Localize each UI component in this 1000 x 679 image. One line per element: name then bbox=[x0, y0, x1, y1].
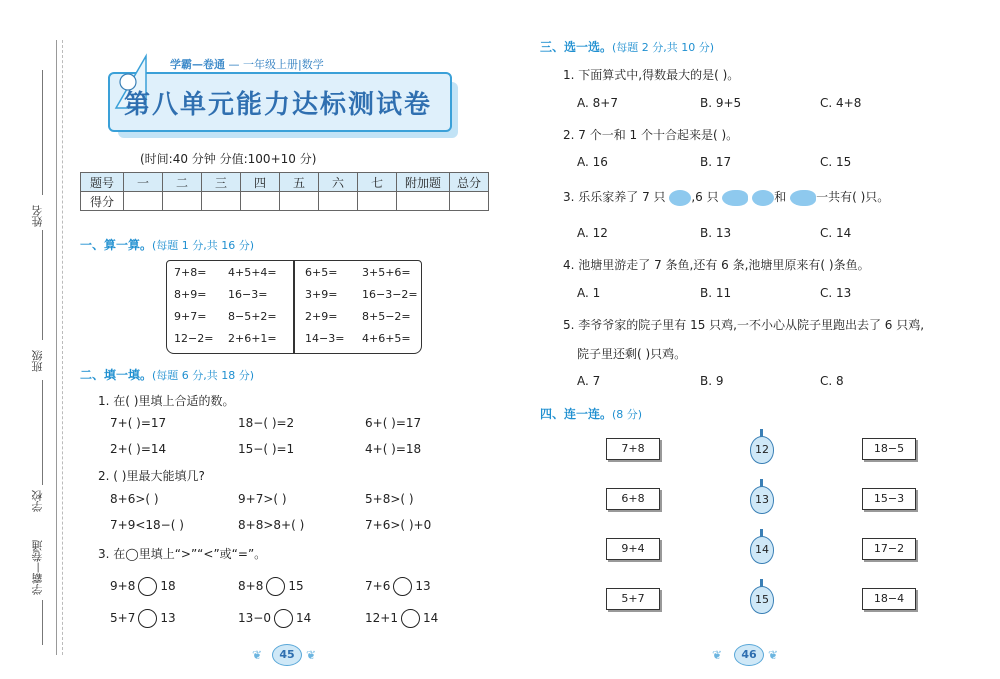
leaf-decoration-icon: ❦ bbox=[712, 648, 723, 662]
brand-line bbox=[42, 600, 43, 645]
header-brand: 学霸—卷通 — 一年级上册|数学 bbox=[170, 58, 324, 71]
calc-item[interactable]: 14−3= bbox=[305, 332, 345, 345]
brand-vertical: 学霸—卷通 bbox=[31, 540, 44, 595]
sec3-q5-option-a[interactable]: A. 7 bbox=[577, 374, 601, 388]
score-row-label: 得分 bbox=[81, 192, 124, 211]
match-right-card[interactable]: 17−2 bbox=[862, 538, 916, 560]
sec3-q1-option-c[interactable]: C. 4+8 bbox=[820, 96, 862, 110]
fill-blank-item[interactable]: 6+( )=17 bbox=[365, 416, 422, 430]
match-right-card[interactable]: 15−3 bbox=[862, 488, 916, 510]
score-header: 二 bbox=[163, 173, 202, 192]
match-pear[interactable]: 13 bbox=[750, 486, 774, 514]
sec2-q1: 1. 在( )里填上合适的数。 bbox=[98, 394, 235, 408]
match-left-card[interactable]: 5+7 bbox=[606, 588, 660, 610]
calc-item[interactable]: 2+9= bbox=[305, 310, 338, 323]
sec3-q2: 2. 7 个一和 1 个十合起来是( )。 bbox=[563, 128, 739, 142]
calc-item[interactable]: 2+6+1= bbox=[228, 332, 277, 345]
calc-item[interactable]: 8+5−2= bbox=[362, 310, 411, 323]
score-header: 总分 bbox=[450, 173, 489, 192]
chick-icon bbox=[752, 190, 774, 206]
fish-icon bbox=[722, 190, 748, 206]
name-line-2 bbox=[42, 230, 43, 340]
class-line bbox=[42, 380, 43, 485]
calc-item[interactable]: 3+9= bbox=[305, 288, 338, 301]
match-left-card[interactable]: 7+8 bbox=[606, 438, 660, 460]
score-cell[interactable] bbox=[358, 192, 397, 211]
score-header: 四 bbox=[241, 173, 280, 192]
fish-icon bbox=[790, 190, 816, 206]
calc-item[interactable]: 8−5+2= bbox=[228, 310, 277, 323]
match-pear[interactable]: 15 bbox=[750, 586, 774, 614]
sec3-q2-option-b[interactable]: B. 17 bbox=[700, 155, 732, 169]
score-header: 一 bbox=[124, 173, 163, 192]
calc-item[interactable]: 7+8= bbox=[174, 266, 207, 279]
fill-max-item[interactable]: 7+9<18−( ) bbox=[110, 518, 184, 532]
compare-item[interactable] bbox=[365, 577, 431, 596]
leaf-decoration-icon: ❦ bbox=[252, 648, 263, 662]
compare-left: 12+1 bbox=[365, 611, 398, 625]
calc-item[interactable]: 8+9= bbox=[174, 288, 207, 301]
fill-max-item[interactable]: 8+6>( ) bbox=[110, 492, 159, 506]
compare-right: 13 bbox=[160, 611, 176, 625]
sec3-q1-option-b[interactable]: B. 9+5 bbox=[700, 96, 742, 110]
fill-blank-item[interactable]: 4+( )=18 bbox=[365, 442, 422, 456]
score-header: 七 bbox=[358, 173, 397, 192]
compare-right: 18 bbox=[160, 579, 176, 593]
sec2-q2: 2. ( )里最大能填几? bbox=[98, 469, 205, 483]
sec3-q2-option-c[interactable]: C. 15 bbox=[820, 155, 852, 169]
calc-item[interactable]: 4+6+5= bbox=[362, 332, 411, 345]
score-cell[interactable] bbox=[280, 192, 319, 211]
compare-circle[interactable] bbox=[138, 577, 157, 596]
score-cell[interactable] bbox=[163, 192, 202, 211]
calc-item[interactable]: 12−2= bbox=[174, 332, 214, 345]
compare-circle[interactable] bbox=[266, 577, 285, 596]
compare-right: 15 bbox=[288, 579, 304, 593]
time-info: (时间:40 分钟 分值:100+10 分) bbox=[140, 152, 317, 166]
compare-circle[interactable] bbox=[401, 609, 420, 628]
sec3-q5-option-b[interactable]: B. 9 bbox=[700, 374, 724, 388]
sec3-q5-option-c[interactable]: C. 8 bbox=[820, 374, 844, 388]
match-left-card[interactable]: 6+8 bbox=[606, 488, 660, 510]
score-header: 三 bbox=[202, 173, 241, 192]
page-number-right: 46 bbox=[734, 644, 764, 666]
fill-blank-item[interactable]: 7+( )=17 bbox=[110, 416, 167, 430]
sec3-q5: 5. 李爷爷家的院子里有 15 只鸡,一不小心从院子里跑出去了 6 只鸡, bbox=[563, 318, 925, 332]
calc-item[interactable]: 3+5+6= bbox=[362, 266, 411, 279]
compare-left: 9+8 bbox=[110, 579, 136, 593]
score-table bbox=[80, 172, 489, 211]
name-line bbox=[42, 70, 43, 195]
section-1-heading: 一、算一算。(每题 1 分,共 16 分) bbox=[80, 238, 255, 252]
compare-circle[interactable] bbox=[393, 577, 412, 596]
section-2-heading: 二、填一填。(每题 6 分,共 18 分) bbox=[80, 368, 255, 382]
score-cell[interactable] bbox=[202, 192, 241, 211]
match-pear[interactable]: 12 bbox=[750, 436, 774, 464]
leaf-decoration-icon: ❦ bbox=[306, 648, 317, 662]
fill-max-item[interactable]: 9+7>( ) bbox=[238, 492, 287, 506]
section-3-heading: 三、选一选。(每题 2 分,共 10 分) bbox=[540, 40, 715, 54]
sec3-q3: 3. 乐乐家养了 7 只 ,6 只 和 一共有( )只。 bbox=[563, 190, 890, 204]
score-header: 六 bbox=[319, 173, 358, 192]
score-cell[interactable] bbox=[124, 192, 163, 211]
sec3-q4-option-c[interactable]: C. 13 bbox=[820, 286, 852, 300]
compare-left: 13−0 bbox=[238, 611, 271, 625]
class-label: 班级 bbox=[31, 350, 44, 372]
match-pear[interactable]: 14 bbox=[750, 536, 774, 564]
score-header: 附加题 bbox=[397, 173, 450, 192]
compare-item[interactable] bbox=[110, 609, 176, 628]
score-cell[interactable] bbox=[450, 192, 489, 211]
sec3-q4: 4. 池塘里游走了 7 条鱼,还有 6 条,池塘里原来有( )条鱼。 bbox=[563, 258, 870, 272]
sec3-q1-option-a[interactable]: A. 8+7 bbox=[577, 96, 618, 110]
sec3-q3-option-b[interactable]: B. 13 bbox=[700, 226, 732, 240]
cut-line bbox=[62, 40, 63, 655]
fill-blank-item[interactable]: 15−( )=1 bbox=[238, 442, 295, 456]
chick-icon bbox=[669, 190, 691, 206]
score-header: 五 bbox=[280, 173, 319, 192]
score-cell[interactable] bbox=[241, 192, 280, 211]
compare-left: 7+6 bbox=[365, 579, 391, 593]
section-4-heading: 四、连一连。(8 分) bbox=[540, 407, 643, 421]
compare-item[interactable] bbox=[365, 609, 438, 628]
compare-circle[interactable] bbox=[138, 609, 157, 628]
compare-right: 14 bbox=[422, 611, 439, 625]
fill-blank-item[interactable]: 18−( )=2 bbox=[238, 416, 295, 430]
compare-circle[interactable] bbox=[274, 609, 293, 628]
page-number-left: 45 bbox=[272, 644, 302, 666]
calc-item[interactable]: 9+7= bbox=[174, 310, 207, 323]
sec3-q3-option-c[interactable]: C. 14 bbox=[820, 226, 852, 240]
calc-item[interactable]: 16−3= bbox=[228, 288, 268, 301]
fill-max-item[interactable]: 5+8>( ) bbox=[365, 492, 414, 506]
fill-max-item[interactable]: 7+6>( )+0 bbox=[365, 518, 432, 532]
compare-left: 5+7 bbox=[110, 611, 136, 625]
match-right-card[interactable]: 18−4 bbox=[862, 588, 916, 610]
sec3-q2-option-a[interactable]: A. 16 bbox=[577, 155, 608, 169]
sec3-q5-cont: 院子里还剩( )只鸡。 bbox=[577, 347, 687, 361]
page-title: 第八单元能力达标测试卷 bbox=[123, 90, 432, 120]
compare-item[interactable] bbox=[110, 577, 176, 596]
name-label: 姓名 bbox=[31, 205, 44, 227]
sec3-q1: 1. 下面算式中,得数最大的是( )。 bbox=[563, 68, 740, 82]
score-cell[interactable] bbox=[397, 192, 450, 211]
compare-right: 14 bbox=[295, 611, 312, 625]
sec3-q4-option-a[interactable]: A. 1 bbox=[577, 286, 601, 300]
binding-line bbox=[56, 40, 57, 655]
calc-item[interactable]: 16−3−2= bbox=[362, 288, 418, 301]
score-header: 题号 bbox=[81, 173, 124, 192]
compare-left: 8+8 bbox=[238, 579, 264, 593]
calc-item[interactable]: 6+5= bbox=[305, 266, 338, 279]
sec3-q3-option-a[interactable]: A. 12 bbox=[577, 226, 608, 240]
sec3-q4-option-b[interactable]: B. 11 bbox=[700, 286, 732, 300]
fill-max-item[interactable]: 8+8>8+( ) bbox=[238, 518, 305, 532]
leaf-decoration-icon: ❦ bbox=[768, 648, 779, 662]
calc-item[interactable]: 4+5+4= bbox=[228, 266, 277, 279]
score-cell[interactable] bbox=[319, 192, 358, 211]
sec2-q3: 3. 在◯里填上“>”“<”或“=”。 bbox=[98, 547, 267, 561]
school-label: 学校 bbox=[31, 490, 44, 512]
match-right-card[interactable]: 18−5 bbox=[862, 438, 916, 460]
match-left-card[interactable]: 9+4 bbox=[606, 538, 660, 560]
compare-item[interactable] bbox=[238, 577, 304, 596]
compare-right: 13 bbox=[415, 579, 431, 593]
fill-blank-item[interactable]: 2+( )=14 bbox=[110, 442, 167, 456]
compare-item[interactable] bbox=[238, 609, 311, 628]
